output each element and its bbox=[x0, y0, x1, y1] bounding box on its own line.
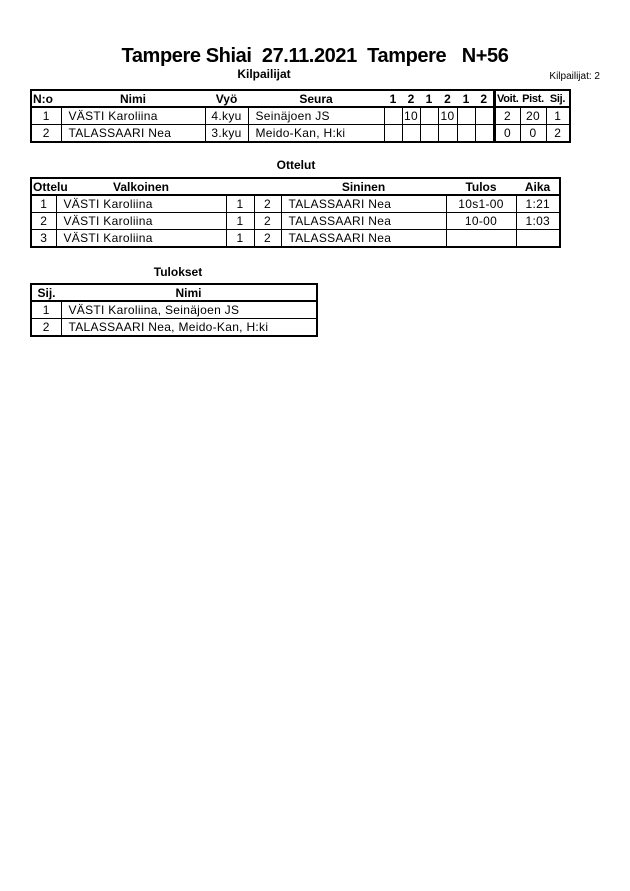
col-header-place: Sij. bbox=[31, 284, 61, 301]
cell-round2: 10 bbox=[402, 107, 420, 125]
matches-heading: Ottelut bbox=[276, 158, 316, 172]
col-header-name: Nimi bbox=[61, 90, 205, 107]
cell-match-no: 3 bbox=[31, 230, 56, 248]
cell-club: Seinäjoen JS bbox=[248, 107, 384, 125]
cell-round3 bbox=[420, 125, 438, 143]
cell-white-no: 1 bbox=[226, 195, 254, 213]
cell-round4: 10 bbox=[438, 107, 457, 125]
cell-blue-no: 2 bbox=[254, 213, 281, 230]
col-header-points: Pist. bbox=[520, 90, 546, 107]
matches-table bbox=[30, 177, 561, 248]
col-header-club: Seura bbox=[248, 90, 384, 107]
cell-time: 1:03 bbox=[516, 213, 560, 230]
cell-club: Meido-Kan, H:ki bbox=[248, 125, 384, 143]
col-header-place: Sij. bbox=[546, 90, 570, 107]
cell-name: VÄSTI Karoliina, Seinäjoen JS bbox=[61, 301, 317, 319]
cell-time: 1:21 bbox=[516, 195, 560, 213]
page-title: Tampere Shiai 27.11.2021 Tampere N+56 bbox=[121, 45, 509, 67]
cell-white-name: VÄSTI Karoliina bbox=[56, 230, 226, 248]
col-header-no: N:o bbox=[31, 90, 61, 107]
cell-points: 0 bbox=[520, 125, 546, 143]
cell-blue-no: 2 bbox=[254, 195, 281, 213]
cell-result: 10s1-00 bbox=[446, 195, 516, 213]
cell-name: TALASSAARI Nea, Meido-Kan, H:ki bbox=[61, 319, 317, 337]
cell-white-name: VÄSTI Karoliina bbox=[56, 213, 226, 230]
col-header-round3: 1 bbox=[420, 90, 438, 107]
cell-name: TALASSAARI Nea bbox=[61, 125, 205, 143]
results-header-row bbox=[31, 284, 317, 301]
match-row bbox=[31, 213, 560, 230]
competitors-table bbox=[30, 89, 571, 143]
cell-round2 bbox=[402, 125, 420, 143]
cell-round6 bbox=[475, 107, 494, 125]
competitor-row bbox=[31, 107, 570, 125]
col-header-wins: Voit. bbox=[494, 90, 520, 107]
cell-match-no: 2 bbox=[31, 213, 56, 230]
cell-blue-name: TALASSAARI Nea bbox=[281, 213, 446, 230]
cell-round1 bbox=[384, 107, 402, 125]
col-header-name: Nimi bbox=[61, 284, 317, 301]
col-header-round4: 2 bbox=[438, 90, 457, 107]
col-header-round6: 2 bbox=[475, 90, 494, 107]
competitors-heading: Kilpailijat bbox=[237, 67, 291, 81]
cell-round4 bbox=[438, 125, 457, 143]
col-header-match: Ottelu bbox=[33, 179, 68, 194]
results-table bbox=[30, 283, 318, 337]
cell-belt: 4.kyu bbox=[205, 107, 248, 125]
cell-white-no: 1 bbox=[226, 230, 254, 248]
cell-blue-name: TALASSAARI Nea bbox=[281, 195, 446, 213]
result-row bbox=[31, 319, 317, 337]
col-header-time: Aika bbox=[516, 178, 560, 195]
cell-time bbox=[516, 230, 560, 248]
cell-match-no: 1 bbox=[31, 195, 56, 213]
cell-place: 1 bbox=[31, 301, 61, 319]
cell-round1 bbox=[384, 125, 402, 143]
cell-place: 1 bbox=[546, 107, 570, 125]
col-header-blue: Sininen bbox=[281, 178, 446, 195]
cell-result: 10-00 bbox=[446, 213, 516, 230]
col-header-round2: 2 bbox=[402, 90, 420, 107]
cell-white-name: VÄSTI Karoliina bbox=[56, 195, 226, 213]
cell-name: VÄSTI Karoliina bbox=[61, 107, 205, 125]
cell-no: 1 bbox=[31, 107, 61, 125]
match-row bbox=[31, 195, 560, 213]
matches-header-row bbox=[31, 178, 560, 195]
competitors-header-row bbox=[31, 90, 570, 107]
competitor-row bbox=[31, 125, 570, 143]
cell-wins: 0 bbox=[494, 125, 520, 143]
cell-round3 bbox=[420, 107, 438, 125]
cell-round5 bbox=[457, 107, 475, 125]
col-header-white: Valkoinen bbox=[56, 178, 226, 195]
col-header-white-no bbox=[226, 178, 254, 195]
cell-round6 bbox=[475, 125, 494, 143]
col-header-round5: 1 bbox=[457, 90, 475, 107]
col-header-blue-no bbox=[254, 178, 281, 195]
cell-blue-no: 2 bbox=[254, 230, 281, 248]
results-heading: Tulokset bbox=[153, 265, 203, 279]
cell-wins: 2 bbox=[494, 107, 520, 125]
cell-result bbox=[446, 230, 516, 248]
cell-place: 2 bbox=[31, 319, 61, 337]
col-header-result: Tulos bbox=[446, 178, 516, 195]
cell-place: 2 bbox=[546, 125, 570, 143]
cell-belt: 3.kyu bbox=[205, 125, 248, 143]
cell-no: 2 bbox=[31, 125, 61, 143]
cell-white-no: 1 bbox=[226, 213, 254, 230]
cell-blue-name: TALASSAARI Nea bbox=[281, 230, 446, 248]
match-row bbox=[31, 230, 560, 248]
col-header-belt: Vyö bbox=[205, 90, 248, 107]
competitors-count-note: Kilpailijat: 2 bbox=[549, 71, 600, 82]
result-row bbox=[31, 301, 317, 319]
cell-points: 20 bbox=[520, 107, 546, 125]
cell-round5 bbox=[457, 125, 475, 143]
col-header-round1: 1 bbox=[384, 90, 402, 107]
